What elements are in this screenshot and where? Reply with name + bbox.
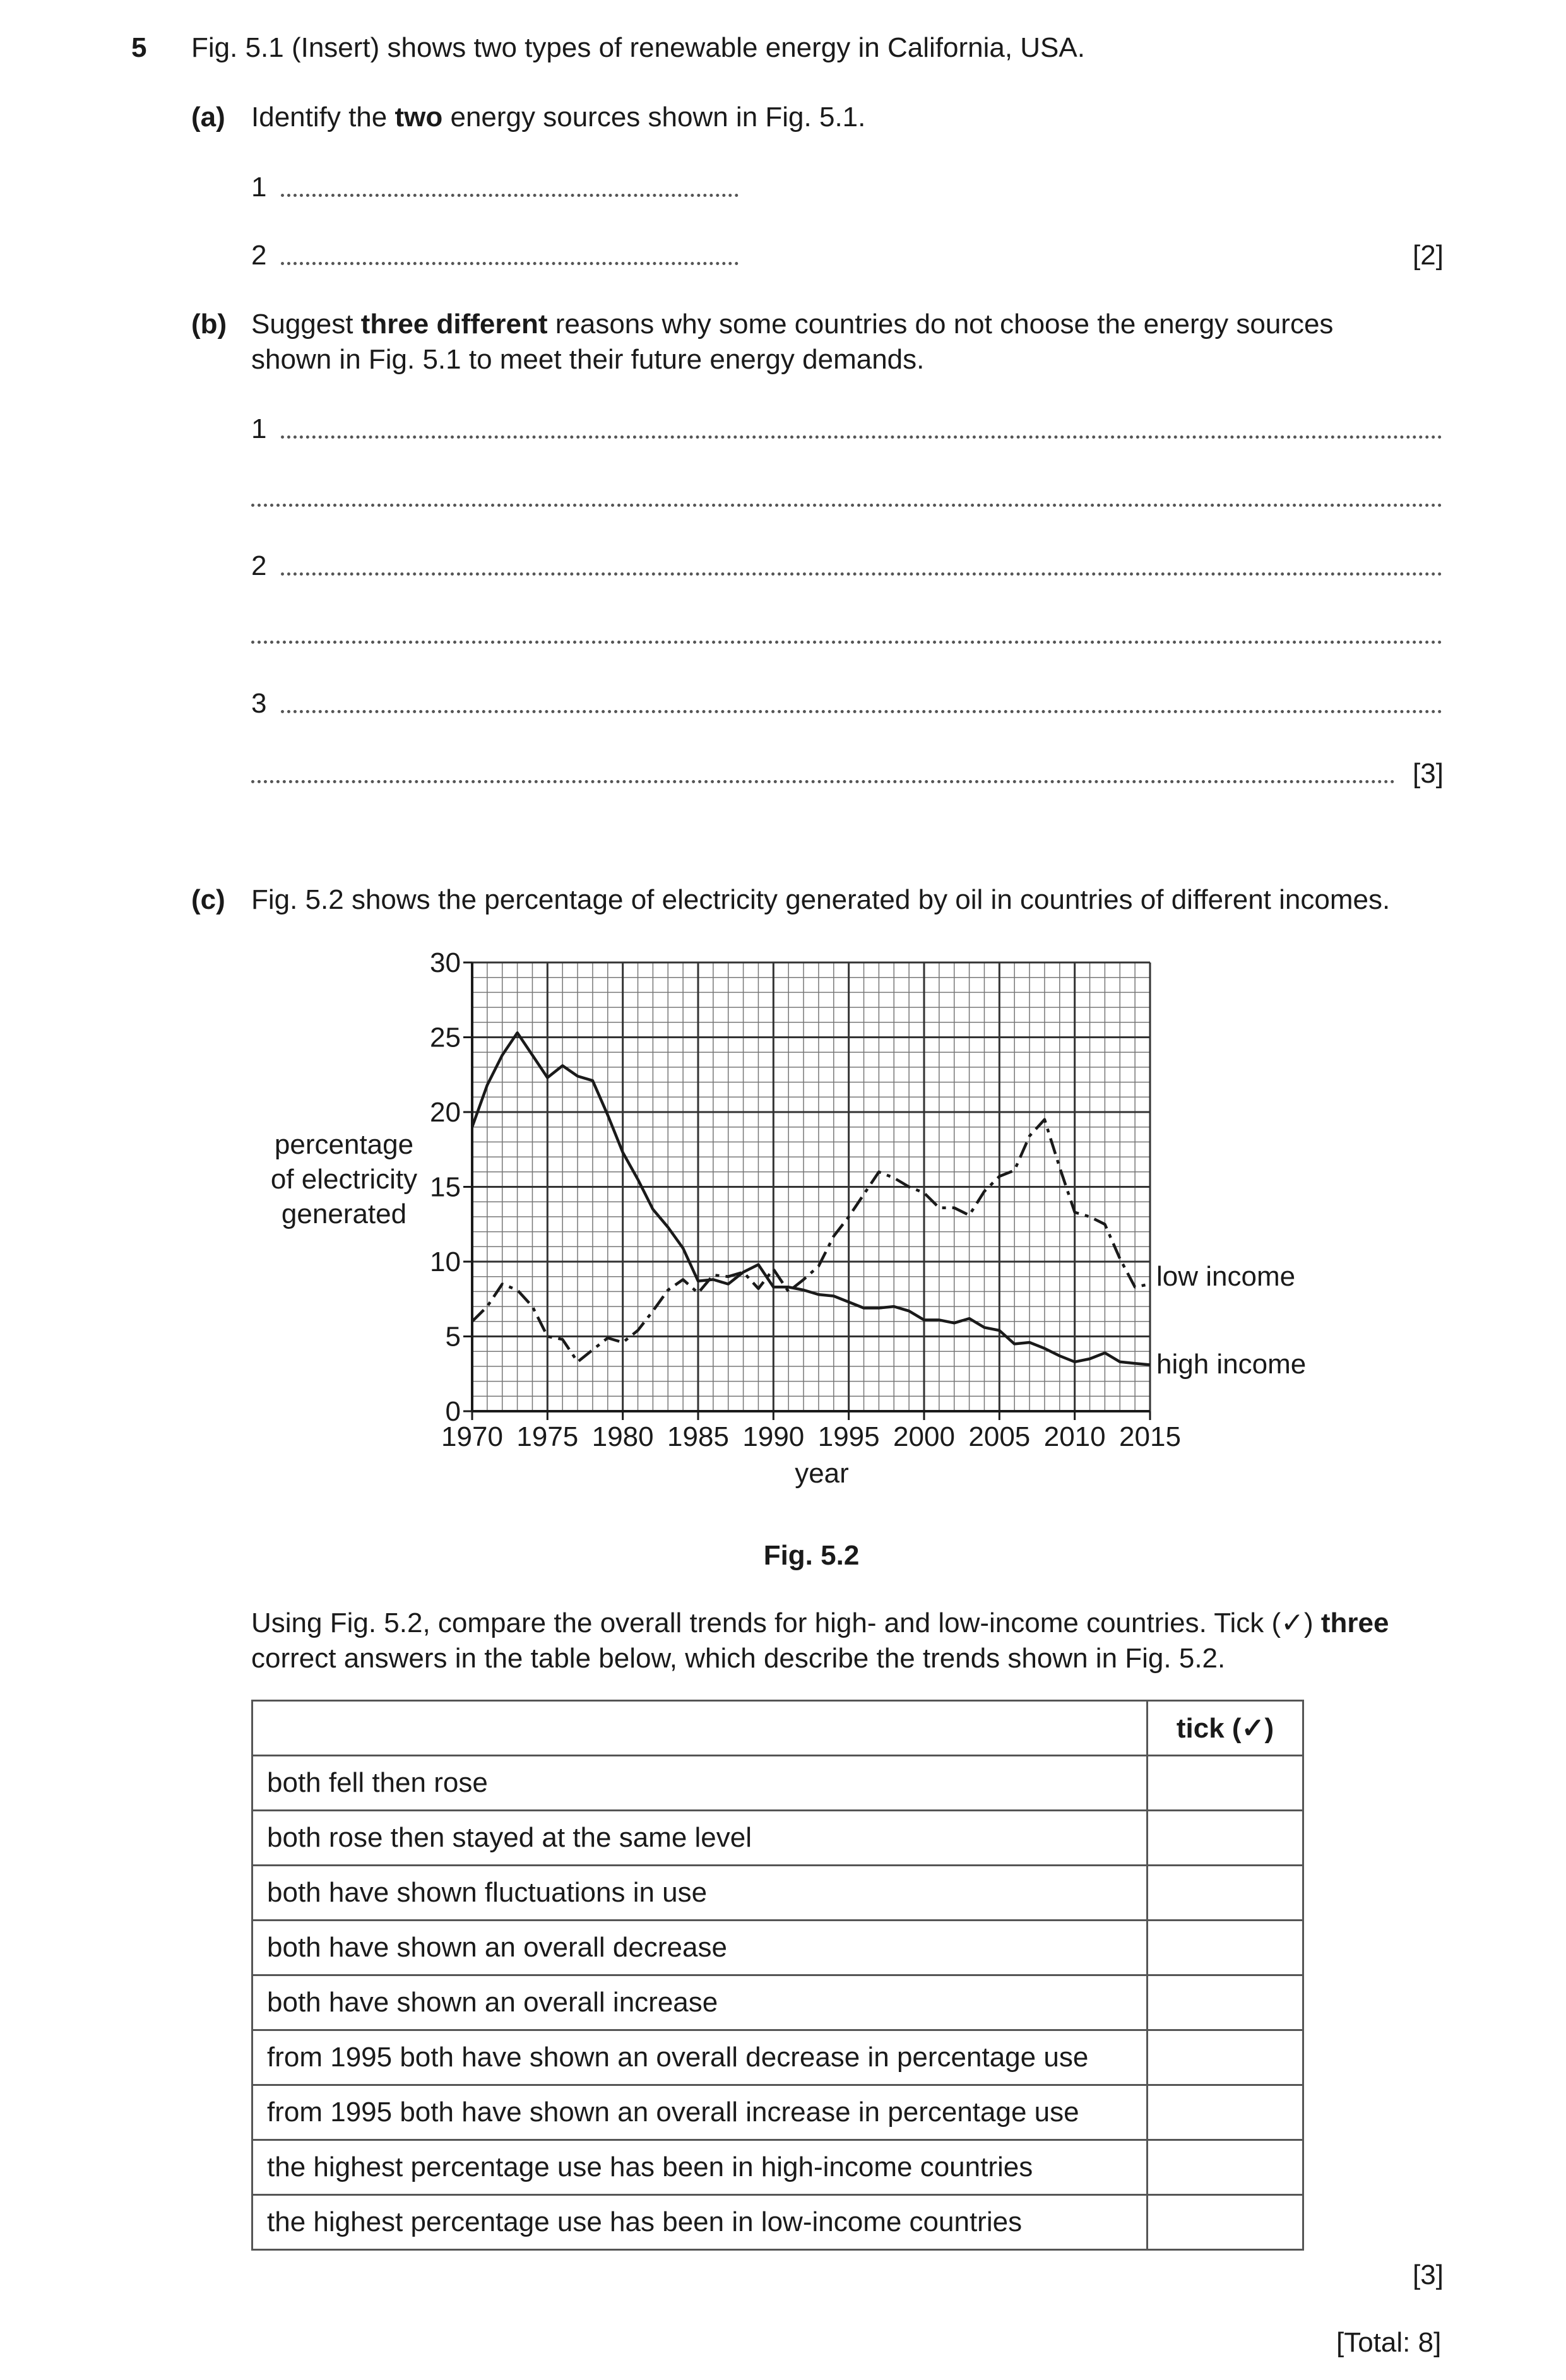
major-grid xyxy=(472,962,1150,1411)
answer-line-number: 1 xyxy=(251,413,267,444)
x-tick-label: 1985 xyxy=(667,1421,729,1452)
table-row xyxy=(252,2195,1303,2250)
answer-line-a2[interactable] xyxy=(281,262,739,265)
table-header-tick: tick (✓) xyxy=(1148,1701,1303,1756)
y-tick-label: 5 xyxy=(445,1321,461,1353)
instruction-line1: Using Fig. 5.2, compare the overall trends for high- and low-income countries. Tick (✓) three xyxy=(251,1607,1389,1638)
answer-line-number: 3 xyxy=(251,688,267,719)
part-b-prompt: Suggest three different reasons why some countries do not choose the energy sources xyxy=(251,309,1334,340)
tick-box[interactable] xyxy=(1148,2030,1303,2085)
tick-box[interactable] xyxy=(1148,1866,1303,1921)
y-tick-label: 0 xyxy=(445,1396,461,1427)
x-tick-label: 1970 xyxy=(441,1421,503,1452)
tick-box[interactable] xyxy=(1148,1921,1303,1975)
y-tick-label: 30 xyxy=(430,947,461,978)
table-header-row xyxy=(252,1701,1303,1756)
tick-box[interactable] xyxy=(1148,1756,1303,1811)
x-tick-label: 1990 xyxy=(742,1421,805,1452)
table-statement: both have shown an overall decrease xyxy=(252,1921,1148,1975)
y-axis-label-line: of electricity xyxy=(270,1164,418,1195)
question-total: [Total: 8] xyxy=(1336,2327,1442,2358)
answer-line-a1[interactable] xyxy=(281,194,739,197)
y-tick-label: 25 xyxy=(430,1022,461,1053)
table-row xyxy=(252,1921,1303,1975)
part-b-prompt-line2: shown in Fig. 5.1 to meet their future energy demands. xyxy=(251,344,925,375)
x-tick-label: 2000 xyxy=(893,1421,955,1452)
table-row xyxy=(252,2085,1303,2140)
table-statement: the highest percentage use has been in low-income countries xyxy=(252,2195,1148,2250)
table-statement: both have shown an overall increase xyxy=(252,1975,1148,2030)
answer-line-number: 2 xyxy=(251,240,267,271)
y-tick-label: 20 xyxy=(430,1097,461,1128)
tick-box[interactable] xyxy=(1148,1975,1303,2030)
tick-box[interactable] xyxy=(1148,2195,1303,2250)
table-statement: both have shown fluctuations in use xyxy=(252,1866,1148,1921)
table-header-blank xyxy=(252,1701,1148,1756)
answer-line-number: 2 xyxy=(251,550,267,581)
tick-box[interactable] xyxy=(1148,2140,1303,2195)
y-tick-label: 15 xyxy=(430,1171,461,1203)
answer-line-number: 1 xyxy=(251,172,267,203)
series-label-high-income: high income xyxy=(1156,1349,1307,1380)
instruction-line2: correct answers in the table below, which describe the trends shown in Fig. 5.2. xyxy=(251,1643,1226,1674)
part-a-prompt: Identify the two energy sources shown in Fig. 5.1. xyxy=(251,102,866,133)
part-c-prompt: Fig. 5.2 shows the percentage of electricity generated by oil in countries of different incomes. xyxy=(251,884,1391,915)
y-axis-label-line: percentage xyxy=(274,1129,414,1160)
x-tick-label: 1975 xyxy=(516,1421,579,1452)
table-row xyxy=(252,1756,1303,1811)
question-intro: Fig. 5.1 (Insert) shows two types of renewable energy in California, USA. xyxy=(191,32,1085,63)
table-statement: both fell then rose xyxy=(252,1756,1148,1811)
tick-box[interactable] xyxy=(1148,2085,1303,2140)
y-tick-label: 10 xyxy=(430,1246,461,1277)
table-statement: both rose then stayed at the same level xyxy=(252,1811,1148,1866)
part-c-marks: [3] xyxy=(1413,2259,1444,2290)
series-label-low-income: low income xyxy=(1156,1261,1296,1292)
x-tick-label: 1980 xyxy=(591,1421,654,1452)
answer-line-b3[interactable] xyxy=(281,710,1442,713)
part-a-label: (a) xyxy=(191,102,225,133)
table-statement: from 1995 both have shown an overall increase in percentage use xyxy=(252,2085,1148,2140)
table-statement: from 1995 both have shown an overall decrease in percentage use xyxy=(252,2030,1148,2085)
x-tick-label: 1995 xyxy=(817,1421,880,1452)
part-a-marks: [2] xyxy=(1413,240,1444,271)
part-c-label: (c) xyxy=(191,884,225,915)
series-line-low-income xyxy=(472,1120,1150,1362)
tick-table xyxy=(251,1700,1304,2251)
x-tick-label: 2015 xyxy=(1119,1421,1181,1452)
table-row xyxy=(252,2140,1303,2195)
table-statement: the highest percentage use has been in high-income countries xyxy=(252,2140,1148,2195)
table-row xyxy=(252,1866,1303,1921)
table-row xyxy=(252,1811,1303,1866)
part-b-marks: [3] xyxy=(1413,758,1444,789)
tick-labels xyxy=(430,947,1181,1452)
x-tick-label: 2005 xyxy=(968,1421,1031,1452)
answer-line-b1-cont[interactable] xyxy=(251,504,1442,507)
answer-line-b3-cont[interactable] xyxy=(251,780,1395,783)
answer-line-b1[interactable] xyxy=(281,435,1442,439)
part-b-label: (b) xyxy=(191,309,227,340)
answer-line-b2-cont[interactable] xyxy=(251,641,1442,644)
x-axis-label: year xyxy=(795,1458,849,1489)
answer-line-b2[interactable] xyxy=(281,572,1442,576)
table-row xyxy=(252,1975,1303,2030)
table-row xyxy=(252,2030,1303,2085)
y-axis-label-line: generated xyxy=(281,1199,407,1229)
line-chart xyxy=(0,921,1566,1489)
x-tick-label: 2010 xyxy=(1043,1421,1106,1452)
tick-box[interactable] xyxy=(1148,1811,1303,1866)
question-number: 5 xyxy=(131,32,147,63)
figure-caption: Fig. 5.2 xyxy=(763,1540,860,1571)
